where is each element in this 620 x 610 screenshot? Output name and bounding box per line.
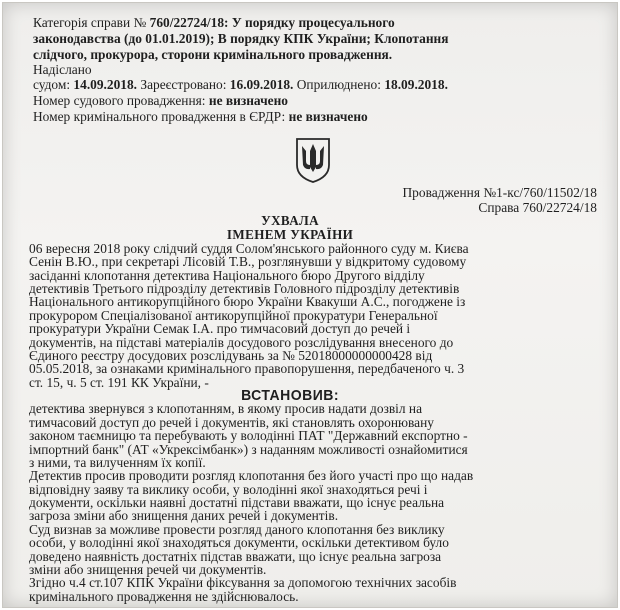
category-line-2: законодавства (до 01.01.2019); В порядку КПК України; Клопотання (33, 31, 449, 46)
dates-line: судом: 14.09.2018. Зареєстровано: 16.09.2018. Оприлюднено: 18.09.2018. (33, 77, 448, 92)
established-line: відповідну заяву та виклику особи, у володінні якої знаходяться речі і (29, 482, 428, 497)
intro-line: прокурором Спеціалізованої антикорупційної прокуратури Генеральної (29, 308, 438, 323)
trident-emblem-icon (293, 137, 333, 183)
established-line: з ними, та вилученням їх копії. (29, 455, 206, 470)
intro-line: Єдиного реєстру досудових розслідувань за № 52018000000000428 від (29, 348, 433, 363)
established-line: Детектив просив проводити розгляд клопотання без його участі про що надав (29, 468, 474, 483)
established-line: тимчасовий доступ до речей і документів, які становлять охоронювану (29, 415, 434, 430)
established-line: Суд визнав за можливе провести розгляд даного клопотання без виклику (29, 522, 445, 537)
category-line: Категорія справи № 760/22724/18: У порядку процесуального (33, 15, 395, 30)
court-proceeding-number: Номер судового провадження: не визначено (33, 93, 288, 108)
established-line: законом таємницю та перебувають у володінні ПАТ "Державний експортно - (29, 428, 468, 443)
established-line: доведено наявність достатніх підстав вважати, що існує реальна загроза (29, 549, 442, 564)
intro-line: засіданні клопотання детектива Національного бюро Другого відділу (29, 268, 425, 283)
established-line: кримінального провадження не здійснювалось. (29, 589, 299, 604)
established-line: детектива звернувся з клопотанням, в якому просив надати дозвіл на (29, 401, 423, 416)
sent-label: Надіслано (33, 62, 92, 77)
ruling-subtitle: ІМЕНЕМ УКРАЇНИ (226, 228, 354, 243)
case-number: Справа 760/22724/18 (478, 200, 597, 215)
intro-line: 05.05.2018, за ознаками кримінального правопорушення, передбаченого ч. 3 (29, 361, 465, 376)
established-heading: ВСТАНОВИВ: (241, 387, 340, 404)
established-line: документи, оскільки наявні достатні підстави вважати, що існує реальна (29, 495, 445, 510)
intro-line: ст. 15, ч. 5 ст. 191 КК України, - (29, 375, 209, 390)
intro-line: Національного антикорупційного бюро України Квакуши А.С., погоджене із (29, 294, 466, 309)
proceeding-number: Провадження №1-кс/760/11502/18 (402, 185, 597, 200)
established-line: особи, у володінні якої знаходяться документи, оскільки детективом було (29, 535, 449, 550)
ruling-title: УХВАЛА (261, 214, 319, 229)
established-line: імпортний банк" (АТ «Укрексімбанк») з наданням можливості ознайомитися (29, 442, 468, 457)
intro-line: прокуратури України Семак І.А. про тимчасовий доступ до речей і (29, 321, 411, 336)
intro-line: Сенін В.Ю., при секретарі Лісовій Т.В., розглянувши у відкритому судовому (29, 254, 467, 269)
category-line-3: слідчого, прокурора, сторони кримінального провадження. (33, 47, 393, 62)
established-line: Згідно ч.4 ст.107 КПК України фіксування за допомогою технічних засобів (29, 575, 457, 590)
established-line: зміни або знищення речей чи документів. (29, 562, 267, 577)
intro-line: 06 вересня 2018 року слідчий суддя Солом'янського районного суду м. Києва (29, 241, 469, 256)
intro-line: детективів Третього підрозділу детективів Головного підрозділу детективів (29, 281, 460, 296)
document-photo (2, 2, 618, 608)
established-line: загроза зміни або знищення даних речей і документів. (29, 508, 339, 523)
intro-line: документів, на підставі матеріалів досудового розслідування внесеного до (29, 335, 454, 350)
criminal-proceeding-number: Номер кримінального провадження в ЄРДР: не визначено (33, 109, 368, 124)
